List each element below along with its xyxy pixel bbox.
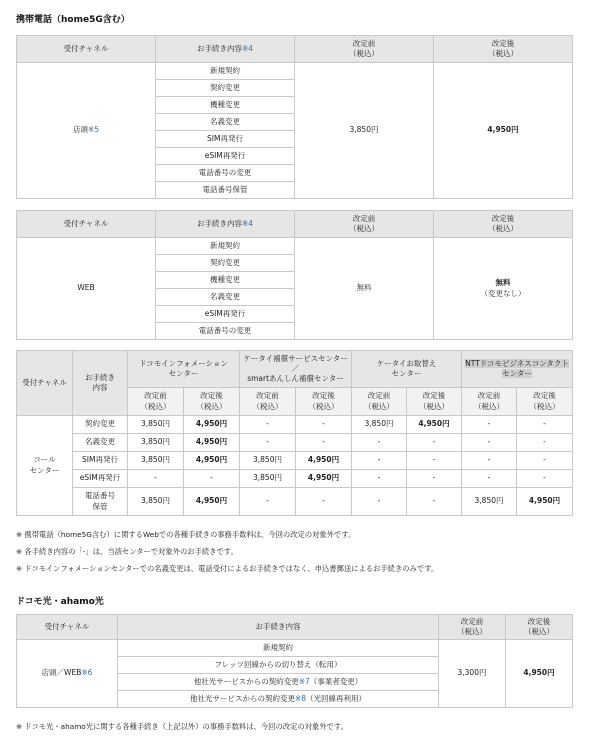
cell: - [462,434,517,452]
subheader-after: 改定後 （税込） [517,388,573,416]
cell: - [352,488,407,516]
subheader-before: 改定前 （税込） [240,388,296,416]
procedure-item: 契約変更 [156,255,295,272]
header-before: 改定前 （税込） [439,615,506,640]
procedure-item: SIM再発行 [156,131,295,148]
cell: - [407,434,462,452]
subheader-after: 改定後 （税込） [296,388,352,416]
cell: - [240,416,296,434]
note-name-change-mail: ※ ドコモインフォメーションセンターでの名義変更は、電話受付によるお手続きではなく、申込書郵送によるお手続きのみです。 [16,564,439,573]
procedure-item: 新規契約 [156,63,295,80]
channel-store: 店頭※5 [17,63,156,199]
channel-store-web: 店頭／WEB※6 [17,640,118,708]
cell: 4,950円 [407,416,462,434]
before-value: 3,850円 [295,63,434,199]
cell: - [407,470,462,488]
header-channel: 受付チャネル [17,211,156,238]
cell: - [184,470,240,488]
procedure-item: 新規契約 [118,640,439,657]
header-after: 改定後 （税込） [506,615,573,640]
hikari-fee-table [16,614,573,708]
section-title-hikari: ドコモ光・ahamo光 [16,597,104,607]
header-procedure: お手続き内容※4 [156,36,295,63]
cell: 4,950円 [184,434,240,452]
before-value: 無料 [295,238,434,340]
row-label: SIM再発行 [73,452,128,470]
procedure-item: フレッツ回線からの切り替え（転用） [118,657,439,674]
cell: - [517,470,573,488]
cell: - [296,488,352,516]
cell: 3,850円 [352,416,407,434]
procedure-item: 電話番号の変更 [156,165,295,182]
mobile-call-center-fee-table [16,350,573,516]
cell: - [128,470,184,488]
header-channel: 受付チャネル [17,351,73,416]
cell: - [240,434,296,452]
header-after: 改定後 （税込） [434,211,573,238]
cell: 4,950円 [296,470,352,488]
procedure-item: 機種変更 [156,272,295,289]
cell: - [462,470,517,488]
cell: - [240,488,296,516]
cell: 3,850円 [462,488,517,516]
cell: - [296,416,352,434]
header-before: 改定前 （税込） [295,36,434,63]
row-label: 電話番号 保管 [73,488,128,516]
procedure-item: 名義変更 [156,114,295,131]
procedure-item: 電話番号の変更 [156,323,295,340]
cell: - [407,488,462,516]
after-value: 4,950円 [434,63,573,199]
channel-call-center: コール センター [17,416,73,516]
header-docomo-information-center: ドコモインフォメーション センター [128,351,240,388]
row-label: 契約変更 [73,416,128,434]
cell: 3,850円 [240,452,296,470]
mobile-web-fee-table [16,210,573,340]
after-value: 4,950円 [506,640,573,708]
note-dash-meaning: ※ 各手続き内容の「-」は、当該センターで対象外のお手続きです。 [16,547,238,556]
header-procedure: お手続き内容※4 [156,211,295,238]
section-title-mobile: 携帯電話（home5G含む） [16,15,130,25]
header-procedure: お手続き内容 [118,615,439,640]
cell: - [352,434,407,452]
note-web-excluded: ※ 携帯電話（home5G含む）に関するWebでの各種手続きの事務手数料は、今回の改定の対象外です。 [16,530,356,539]
cell: - [352,452,407,470]
header-after: 改定後 （税込） [434,36,573,63]
header-replacement-center: ケータイお取替え センター [352,351,462,388]
procedure-item: eSIM再発行 [156,306,295,323]
cell: - [407,452,462,470]
procedure-item: 名義変更 [156,289,295,306]
header-channel: 受付チャネル [17,615,118,640]
channel-web: WEB [17,238,156,340]
procedure-item: 契約変更 [156,80,295,97]
header-ntt-docomo-business-contact-center: NTTドコモビジネスコンタクト センター [462,351,573,388]
header-procedure: お手続き 内容 [73,351,128,416]
after-value: 無料 （変更なし） [434,238,573,340]
row-label: eSIM再発行 [73,470,128,488]
cell: 3,850円 [240,470,296,488]
procedure-item: 他社光サービスからの契約変更※7（事業者変更） [118,674,439,691]
header-before: 改定前 （税込） [295,211,434,238]
subheader-before: 改定前 （税込） [462,388,517,416]
cell: 4,950円 [184,488,240,516]
cell: - [517,416,573,434]
cell: - [352,470,407,488]
row-label: 名義変更 [73,434,128,452]
procedure-item: 電話番号保管 [156,182,295,199]
subheader-before: 改定前 （税込） [128,388,184,416]
cell: 3,850円 [128,416,184,434]
cell: 3,850円 [128,452,184,470]
mobile-store-fee-table [16,35,573,199]
cell: - [296,434,352,452]
procedure-item: 新規契約 [156,238,295,255]
note-hikari-excluded: ※ ドコモ光・ahamo光に関する各種手続き（上記以外）の事務手数料は、今回の改定の対象外です。 [16,722,348,731]
cell: 3,850円 [128,488,184,516]
cell: - [462,452,517,470]
cell: - [517,452,573,470]
subheader-before: 改定前 （税込） [352,388,407,416]
subheader-after: 改定後 （税込） [407,388,462,416]
cell: 4,950円 [517,488,573,516]
procedure-item: 機種変更 [156,97,295,114]
cell: - [517,434,573,452]
cell: - [462,416,517,434]
cell: 4,950円 [184,416,240,434]
header-channel: 受付チャネル [17,36,156,63]
header-warranty-service-center: ケータイ補償サービスセンター ／ smartあんしん補償センター [240,351,352,388]
subheader-after: 改定後 （税込） [184,388,240,416]
before-value: 3,300円 [439,640,506,708]
cell: 4,950円 [296,452,352,470]
cell: 4,950円 [184,452,240,470]
procedure-item: eSIM再発行 [156,148,295,165]
procedure-item: 他社光サービスからの契約変更※8（光回線再利用） [118,691,439,708]
cell: 3,850円 [128,434,184,452]
